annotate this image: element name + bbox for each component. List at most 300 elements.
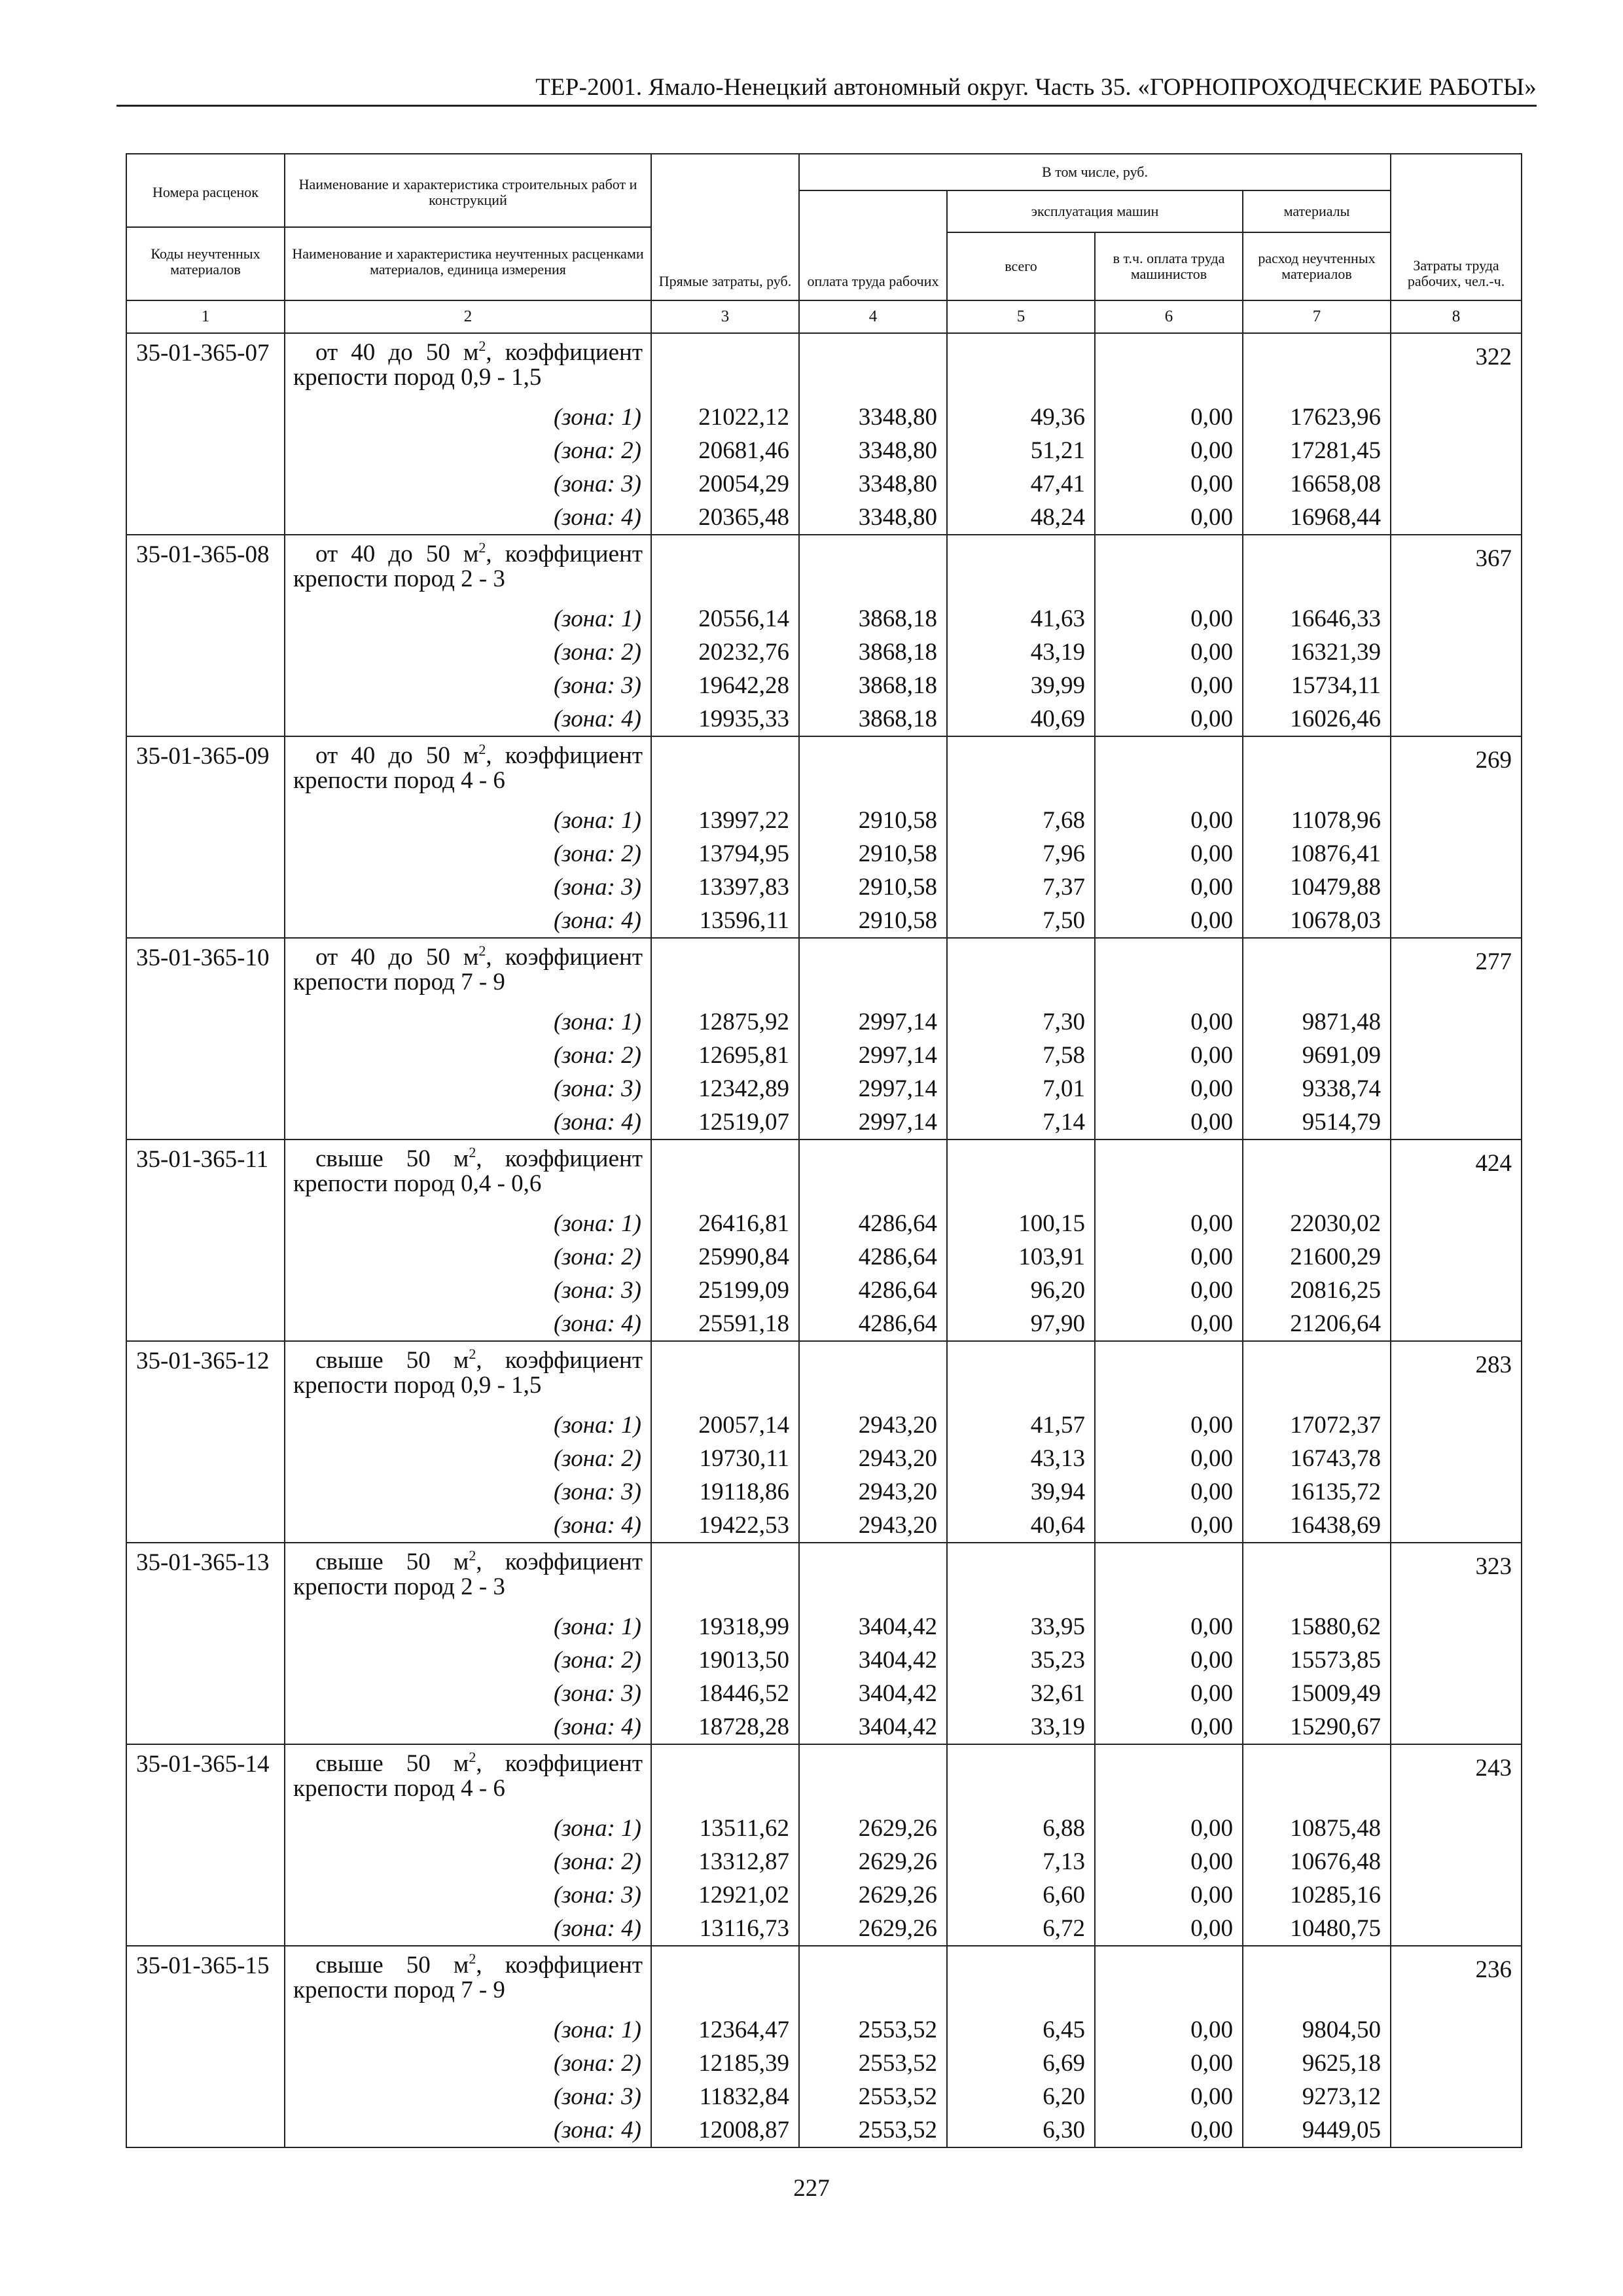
cost-direct-value: 12342,89 [698,1075,789,1102]
cost-operators-value: 0,00 [1190,1310,1233,1337]
cost-operators-value: 0,00 [1190,840,1233,867]
cost-pay-cell [799,1341,947,1543]
cost-pay-cell [799,1946,947,2147]
zone-label: (зона: 3) [553,1882,641,1909]
cost-pay-value: 2553,52 [858,2117,937,2144]
cost-operators-cell [1095,535,1243,736]
cost-materials-cell [1243,1543,1391,1744]
cost-materials-value: 15009,49 [1290,1680,1382,1707]
header-unaccounted-materials: расход неучтенных материалов [1243,232,1391,300]
row-spacer [800,535,946,602]
cost-direct-value: 12921,02 [698,1882,789,1909]
cost-pay-value: 4286,64 [858,1210,937,1237]
zone-label: (зона: 4) [553,1713,641,1740]
description-start: от 40 до 50 м [315,944,479,971]
description-end: , коэффициент крепости пород 2 - 3 [293,541,643,592]
description-text [285,535,651,602]
description-start: свыше 50 м [315,1347,469,1374]
cost-machines-cell [947,938,1095,1139]
cost-pay-value: 4286,64 [858,1310,937,1337]
cost-operators-cell [1095,1946,1243,2147]
zone-label: (зона: 1) [553,2017,641,2043]
description-end: , коэффициент крепости пород 0,4 - 0,6 [293,1145,643,1197]
cost-machines-value: 43,19 [1030,639,1085,666]
description-text [285,1342,651,1408]
cost-materials-value: 9338,74 [1302,1075,1382,1102]
cost-pay-value: 2997,14 [858,1075,937,1102]
cost-operators-value: 0,00 [1190,1412,1233,1439]
cost-operators-value: 0,00 [1190,504,1233,531]
zone-label: (зона: 1) [553,1009,641,1035]
cost-machines-value: 7,37 [1043,874,1085,901]
column-number: 3 [651,300,799,333]
description-start: свыше 50 м [315,1145,469,1172]
cost-direct-value: 25199,09 [698,1277,789,1304]
cost-machines-value: 39,94 [1030,1479,1085,1505]
cost-direct-value: 25990,84 [698,1244,789,1270]
description-text [285,1946,651,2013]
cost-materials-value: 9514,79 [1302,1109,1382,1136]
cost-direct-value: 13116,73 [699,1915,789,1942]
row-spacer [1096,1745,1242,1812]
rate-description [285,938,651,1139]
cost-direct-cell [651,1139,799,1341]
cost-materials-cell [1243,1744,1391,1946]
cost-materials-value: 11078,96 [1291,807,1382,834]
row-spacer [1096,939,1242,1005]
cost-direct-cell [651,333,799,535]
zone-label: (зона: 4) [553,1512,641,1539]
labor-costs-value: 269 [1391,736,1522,938]
description-text [285,737,651,804]
cost-machines-cell [947,1139,1095,1341]
cost-pay-value: 2629,26 [858,1848,937,1875]
row-spacer [1243,1946,1390,2013]
rate-code: 35-01-365-13 [126,1543,285,1744]
description-end: , коэффициент крепости пород 7 - 9 [293,944,643,996]
cost-pay-cell [799,938,947,1139]
cost-direct-value: 12364,47 [698,2017,789,2043]
cost-machines-value: 100,15 [1018,1210,1085,1237]
cost-pay-value: 2629,26 [858,1915,937,1942]
cost-operators-value: 0,00 [1190,1815,1233,1842]
description-end: , коэффициент крепости пород 4 - 6 [293,742,643,794]
cost-machines-cell [947,1543,1095,1744]
description-text [285,939,651,1005]
description-end: , коэффициент крепости пород 7 - 9 [293,1952,643,2003]
cost-operators-value: 0,00 [1190,706,1233,732]
row-spacer [1243,1745,1390,1812]
cost-operators-value: 0,00 [1190,471,1233,497]
zone-label: (зона: 1) [553,404,641,431]
row-spacer [1243,1543,1390,1610]
price-entry-row [126,1744,1522,1946]
cost-materials-value: 9625,18 [1302,2050,1382,2077]
cost-operators-value: 0,00 [1190,639,1233,666]
header-material-codes: Коды неучтенных материалов [151,245,260,278]
cost-machines-value: 7,01 [1043,1075,1085,1102]
cost-materials-value: 10285,16 [1290,1882,1382,1909]
row-spacer [800,1946,946,2013]
cost-pay-value: 2629,26 [858,1815,937,1842]
row-spacer [948,1946,1094,2013]
header-col-code [126,154,285,300]
zone-label: (зона: 3) [553,672,641,699]
row-spacer [800,1745,946,1812]
row-spacer [1096,1946,1242,2013]
rate-code: 35-01-365-10 [126,938,285,1139]
description-text [285,1745,651,1812]
rate-description [285,1946,651,2147]
cost-operators-value: 0,00 [1190,1647,1233,1674]
cost-materials-value: 17281,45 [1290,437,1382,464]
row-spacer [652,1946,798,2013]
cost-machines-value: 7,30 [1043,1009,1085,1035]
cost-direct-value: 11832,84 [699,2083,789,2110]
description-end: , коэффициент крепости пород 4 - 6 [293,1750,643,1802]
cost-materials-value: 15880,62 [1290,1613,1382,1640]
cost-direct-value: 19013,50 [698,1647,789,1674]
cost-machines-cell [947,736,1095,938]
header-machine-total: всего [947,232,1095,300]
row-spacer [800,1140,946,1207]
cost-direct-value: 26416,81 [698,1210,789,1237]
cost-direct-cell [651,1744,799,1946]
cost-direct-value: 19935,33 [698,706,789,732]
cost-materials-cell [1243,333,1391,535]
description-end: , коэффициент крепости пород 0,9 - 1,5 [293,1347,643,1399]
cost-materials-value: 16321,39 [1290,639,1382,666]
zone-label: (зона: 2) [553,1647,641,1674]
cost-pay-value: 2943,20 [858,1479,937,1505]
cost-direct-value: 20365,48 [698,504,789,531]
cost-pay-value: 2910,58 [858,807,937,834]
description-text [285,334,651,401]
row-spacer [948,1140,1094,1207]
column-number: 6 [1095,300,1243,333]
cost-direct-value: 19118,86 [699,1479,789,1505]
header-machine-operation: эксплуатация машин [947,190,1243,232]
cost-operators-value: 0,00 [1190,1009,1233,1035]
zone-label: (зона: 4) [553,504,641,531]
price-entry-row [126,1543,1522,1744]
labor-costs-value: 424 [1391,1139,1522,1341]
cost-pay-value: 3404,42 [858,1713,937,1740]
cost-materials-value: 10875,48 [1290,1815,1382,1842]
cost-materials-value: 10676,48 [1290,1848,1382,1875]
cost-pay-value: 3404,42 [858,1647,937,1674]
cost-operators-value: 0,00 [1190,2017,1233,2043]
row-spacer [800,1543,946,1610]
header-labor-costs: Затраты труда рабочих, чел.-ч. [1391,154,1522,300]
cost-pay-value: 2910,58 [858,840,937,867]
cost-operators-cell [1095,1139,1243,1341]
rate-description [285,1744,651,1946]
cost-direct-value: 20054,29 [698,471,789,497]
zone-label: (зона: 3) [553,2083,641,2110]
cost-materials-value: 21600,29 [1290,1244,1382,1270]
zone-label: (зона: 3) [553,471,641,497]
header-material-description: Наименование и характеристика неучтенных расценками материалов, единица измерения [292,245,644,278]
cost-direct-value: 12008,87 [698,2117,789,2144]
price-entry-row [126,1139,1522,1341]
cost-pay-value: 3348,80 [858,504,937,531]
cost-pay-value: 2553,52 [858,2083,937,2110]
cost-materials-value: 16438,69 [1290,1512,1382,1539]
area-unit-superscript: 2 [469,1749,476,1765]
cost-machines-cell [947,1744,1095,1946]
column-number: 2 [285,300,651,333]
price-entry-row [126,736,1522,938]
cost-materials-value: 9273,12 [1302,2083,1382,2110]
row-spacer [1096,1543,1242,1610]
zone-label: (зона: 4) [553,1109,641,1136]
row-spacer [1243,939,1390,1005]
cost-direct-cell [651,736,799,938]
cost-materials-value: 15734,11 [1291,672,1382,699]
cost-machines-cell [947,1946,1095,2147]
rate-code: 35-01-365-11 [126,1139,285,1341]
cost-machines-value: 7,13 [1043,1848,1085,1875]
row-spacer [800,737,946,804]
rate-description [285,333,651,535]
cost-operators-value: 0,00 [1190,907,1233,934]
zone-label: (зона: 2) [553,2050,641,2077]
cost-machines-value: 7,96 [1043,840,1085,867]
cost-direct-value: 13997,22 [698,807,789,834]
zone-label: (зона: 1) [553,605,641,632]
cost-machines-value: 7,14 [1043,1109,1085,1136]
cost-operators-value: 0,00 [1190,1512,1233,1539]
row-spacer [948,1543,1094,1610]
cost-machines-value: 7,58 [1043,1042,1085,1069]
header-including: В том числе, руб. [799,154,1391,190]
cost-pay-cell [799,535,947,736]
row-spacer [800,939,946,1005]
cost-machines-value: 6,60 [1043,1882,1085,1909]
zone-label: (зона: 2) [553,1848,641,1875]
cost-machines-value: 7,50 [1043,907,1085,934]
cost-direct-cell [651,535,799,736]
cost-machines-value: 96,20 [1030,1277,1085,1304]
cost-pay-cell [799,1744,947,1946]
labor-costs-value: 367 [1391,535,1522,736]
column-number: 7 [1243,300,1391,333]
header-rule [116,105,1537,107]
row-spacer [652,334,798,401]
page-number: 227 [793,2175,830,2202]
row-spacer [1243,535,1390,602]
cost-materials-value: 16658,08 [1290,471,1382,497]
running-header: ТЕР-2001. Ямало-Ненецкий автономный округ. Часть 35. «ГОРНОПРОХОДЧЕСКИЕ РАБОТЫ» [535,74,1537,101]
labor-costs-value: 283 [1391,1341,1522,1543]
zone-label: (зона: 4) [553,1915,641,1942]
cost-pay-value: 3348,80 [858,404,937,431]
cost-direct-value: 21022,12 [698,404,789,431]
area-unit-superscript: 2 [469,1346,476,1362]
row-spacer [1243,737,1390,804]
zone-label: (зона: 1) [553,1815,641,1842]
cost-direct-cell [651,1341,799,1543]
cost-machines-value: 41,63 [1030,605,1085,632]
cost-pay-value: 3404,42 [858,1680,937,1707]
cost-materials-cell [1243,1341,1391,1543]
cost-operators-value: 0,00 [1190,1042,1233,1069]
cost-direct-value: 25591,18 [698,1310,789,1337]
cost-pay-value: 2629,26 [858,1882,937,1909]
cost-machines-value: 6,72 [1043,1915,1085,1942]
cost-machines-value: 51,21 [1030,437,1085,464]
labor-costs-value: 323 [1391,1543,1522,1744]
cost-materials-value: 9871,48 [1302,1009,1382,1035]
cost-pay-value: 2997,14 [858,1109,937,1136]
row-spacer [948,1342,1094,1408]
labor-costs-value: 236 [1391,1946,1522,2147]
cost-direct-value: 20681,46 [698,437,789,464]
labor-costs-value: 243 [1391,1744,1522,1946]
description-text [285,1543,651,1610]
cost-materials-value: 9804,50 [1302,2017,1382,2043]
cost-materials-cell [1243,736,1391,938]
zone-label: (зона: 4) [553,2117,641,2144]
area-unit-superscript: 2 [478,942,486,959]
cost-materials-value: 20816,25 [1290,1277,1382,1304]
area-unit-superscript: 2 [469,1547,476,1564]
rate-code: 35-01-365-07 [126,333,285,535]
cost-direct-value: 13397,83 [698,874,789,901]
cost-operators-value: 0,00 [1190,605,1233,632]
cost-materials-value: 10479,88 [1290,874,1382,901]
cost-machines-value: 49,36 [1030,404,1085,431]
cost-direct-value: 13794,95 [698,840,789,867]
cost-materials-cell [1243,1139,1391,1341]
area-unit-superscript: 2 [478,338,486,354]
cost-machines-value: 41,57 [1030,1412,1085,1439]
cost-operators-cell [1095,736,1243,938]
cost-direct-value: 19730,11 [699,1445,789,1472]
cost-machines-value: 6,45 [1043,2017,1085,2043]
row-spacer [652,535,798,602]
cost-operators-value: 0,00 [1190,1479,1233,1505]
cost-operators-value: 0,00 [1190,404,1233,431]
header-worker-pay: оплата труда рабочих [799,190,947,300]
zone-label: (зона: 2) [553,639,641,666]
rate-code: 35-01-365-14 [126,1744,285,1946]
price-table [126,153,1522,2148]
cost-direct-value: 20232,76 [698,639,789,666]
row-spacer [1096,1342,1242,1408]
area-unit-superscript: 2 [478,539,486,556]
cost-machines-value: 35,23 [1030,1647,1085,1674]
cost-materials-value: 17623,96 [1290,404,1382,431]
row-spacer [1096,737,1242,804]
cost-machines-value: 39,99 [1030,672,1085,699]
table-header [126,154,1522,333]
row-spacer [1243,1140,1390,1207]
cost-operators-value: 0,00 [1190,1680,1233,1707]
cost-operators-value: 0,00 [1190,2083,1233,2110]
cost-machines-value: 48,24 [1030,504,1085,531]
column-number: 8 [1391,300,1522,333]
cost-materials-value: 16026,46 [1290,706,1382,732]
rate-code: 35-01-365-15 [126,1946,285,2147]
cost-machines-cell [947,333,1095,535]
cost-pay-value: 3868,18 [858,605,937,632]
row-spacer [1243,334,1390,401]
cost-direct-value: 20556,14 [698,605,789,632]
rate-code: 35-01-365-12 [126,1341,285,1543]
zone-label: (зона: 1) [553,1412,641,1439]
cost-materials-value: 9691,09 [1302,1042,1382,1069]
labor-costs-value: 322 [1391,333,1522,535]
cost-operators-cell [1095,1341,1243,1543]
rate-code: 35-01-365-08 [126,535,285,736]
row-spacer [948,939,1094,1005]
column-number-row [126,300,1522,333]
cost-operators-value: 0,00 [1190,1882,1233,1909]
cost-pay-cell [799,1543,947,1744]
cost-machines-value: 6,69 [1043,2050,1085,2077]
rate-description [285,1139,651,1341]
cost-pay-value: 4286,64 [858,1277,937,1304]
row-spacer [800,334,946,401]
cost-materials-cell [1243,1946,1391,2147]
zone-label: (зона: 2) [553,437,641,464]
header-direct-costs: Прямые затраты, руб. [651,154,799,300]
price-entry-row [126,535,1522,736]
description-start: от 40 до 50 м [315,742,479,769]
cost-machines-value: 6,30 [1043,2117,1085,2144]
cost-machines-cell [947,1341,1095,1543]
zone-label: (зона: 1) [553,807,641,834]
description-start: свыше 50 м [315,1750,469,1777]
description-end: , коэффициент крепости пород 2 - 3 [293,1549,643,1600]
zone-label: (зона: 4) [553,1310,641,1337]
cost-materials-value: 16646,33 [1290,605,1382,632]
cost-materials-value: 10678,03 [1290,907,1382,934]
cost-materials-value: 16743,78 [1290,1445,1382,1472]
cost-pay-value: 2943,20 [858,1512,937,1539]
zone-label: (зона: 3) [553,1075,641,1102]
cost-pay-value: 2910,58 [858,907,937,934]
cost-machines-value: 7,68 [1043,807,1085,834]
cost-materials-value: 22030,02 [1290,1210,1382,1237]
zone-label: (зона: 4) [553,907,641,934]
cost-pay-value: 2910,58 [858,874,937,901]
cost-materials-value: 17072,37 [1290,1412,1382,1439]
row-spacer [1243,1342,1390,1408]
cost-operators-value: 0,00 [1190,2050,1233,2077]
cost-materials-value: 21206,64 [1290,1310,1382,1337]
cost-machines-value: 103,91 [1018,1244,1085,1270]
zone-label: (зона: 3) [553,874,641,901]
row-spacer [1096,535,1242,602]
row-spacer [948,1745,1094,1812]
cost-operators-value: 0,00 [1190,807,1233,834]
cost-direct-cell [651,1543,799,1744]
cost-operators-value: 0,00 [1190,2117,1233,2144]
column-number: 5 [947,300,1095,333]
rate-description [285,1341,651,1543]
cost-pay-value: 3348,80 [858,437,937,464]
cost-direct-value: 18446,52 [698,1680,789,1707]
rate-code: 35-01-365-09 [126,736,285,938]
rate-description [285,535,651,736]
cost-materials-value: 16968,44 [1290,504,1382,531]
cost-operators-value: 0,00 [1190,437,1233,464]
cost-operators-value: 0,00 [1190,1210,1233,1237]
zone-label: (зона: 1) [553,1613,641,1640]
